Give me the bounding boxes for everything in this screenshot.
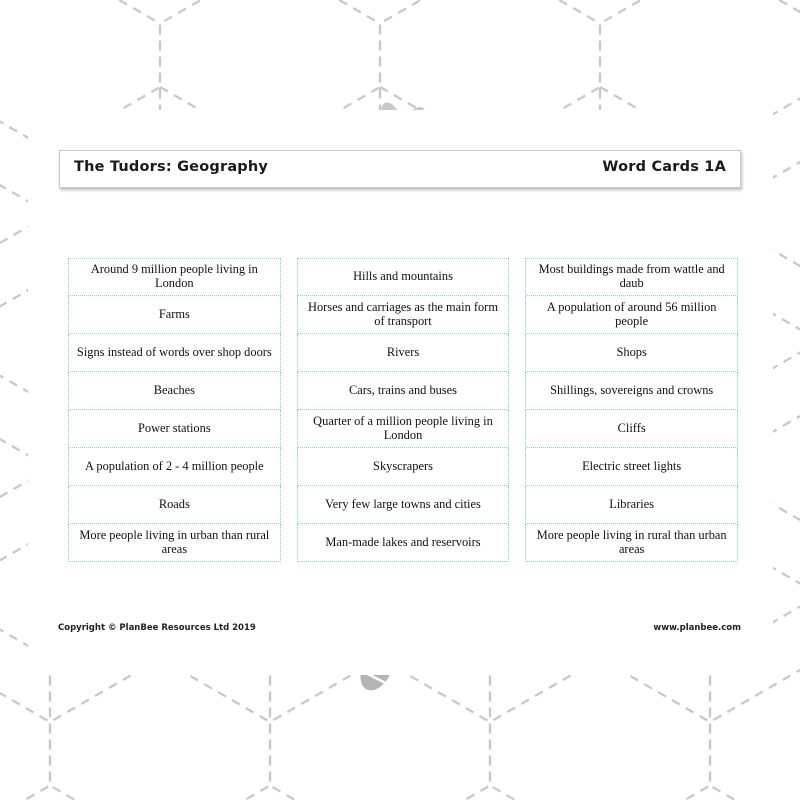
word-card[interactable]: Hills and mountains <box>297 258 510 296</box>
word-card[interactable]: Cars, trains and buses <box>297 372 510 410</box>
header-band <box>59 150 741 188</box>
word-card[interactable]: Power stations <box>68 410 281 448</box>
word-card[interactable]: Shops <box>525 334 738 372</box>
word-card[interactable]: Roads <box>68 486 281 524</box>
word-cards-column-3 <box>525 258 738 562</box>
word-cards-column-1 <box>68 258 281 562</box>
word-card[interactable]: A population of 2 - 4 million people <box>68 448 281 486</box>
word-card[interactable]: Farms <box>68 296 281 334</box>
word-card[interactable]: Shillings, sovereigns and crowns <box>525 372 738 410</box>
word-card[interactable]: Horses and carriages as the main form of transport <box>297 296 510 334</box>
word-card[interactable]: Most buildings made from wattle and daub <box>525 258 738 296</box>
word-card[interactable]: Beaches <box>68 372 281 410</box>
word-card[interactable]: Rivers <box>297 334 510 372</box>
word-card[interactable]: Quarter of a million people living in London <box>297 410 510 448</box>
word-card[interactable]: Man-made lakes and reservoirs <box>297 524 510 562</box>
website-link[interactable]: www.planbee.com <box>653 623 741 633</box>
word-card[interactable]: Cliffs <box>525 410 738 448</box>
page-title: The Tudors: Geography <box>74 159 269 175</box>
worksheet-body <box>28 110 773 675</box>
word-card[interactable]: A population of around 56 million people <box>525 296 738 334</box>
word-card[interactable]: Very few large towns and cities <box>297 486 510 524</box>
word-card[interactable]: Electric street lights <box>525 448 738 486</box>
word-card[interactable]: Libraries <box>525 486 738 524</box>
word-card[interactable]: Signs instead of words over shop doors <box>68 334 281 372</box>
word-cards-column-2 <box>297 258 510 562</box>
word-cards-grid <box>68 258 738 562</box>
word-card[interactable]: More people living in rural than urban areas <box>525 524 738 562</box>
page-subtitle: Word Cards 1A <box>602 159 726 175</box>
copyright-notice: Copyright © PlanBee Resources Ltd 2019 <box>58 623 256 633</box>
word-card[interactable]: Skyscrapers <box>297 448 510 486</box>
word-card[interactable]: Around 9 million people living in London <box>68 258 281 296</box>
word-card[interactable]: More people living in urban than rural areas <box>68 524 281 562</box>
